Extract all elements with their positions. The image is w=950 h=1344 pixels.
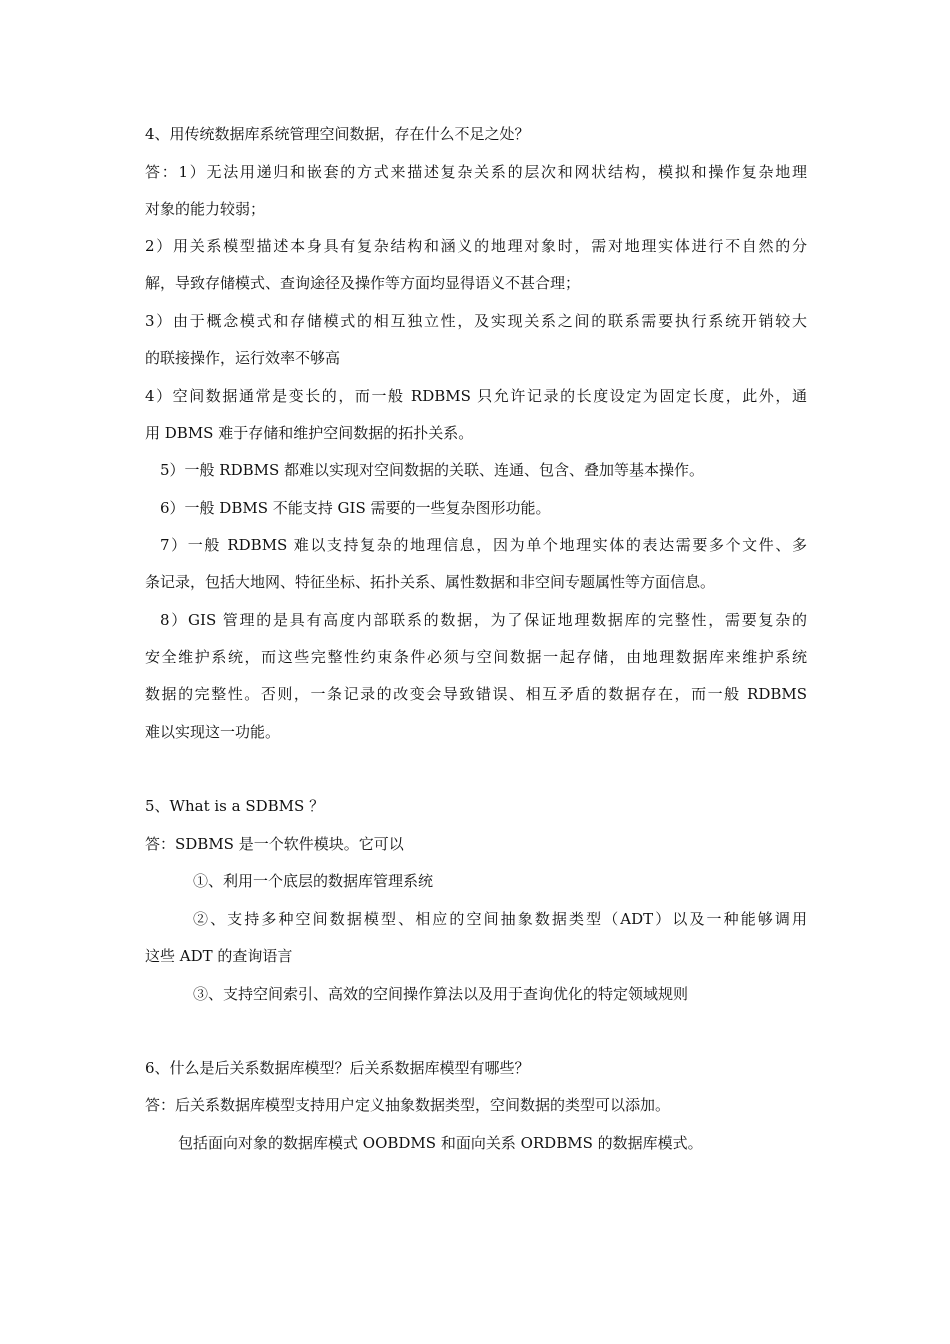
q4-answer-6: 6）一般 DBMS 不能支持 GIS 需要的一些复杂图形功能。 [160,499,551,517]
q4-answer-2-line-2: 解，导致存储模式、查询途径及操作等方面均显得语义不甚合理； [145,274,581,292]
q4-answer-8-line-2: 安全维护系统，而这些完整性约束条件必须与空间数据一起存储，由地理数据库来维护系统 [145,648,807,666]
q4-answer-5: 5）一般 RDBMS 都难以实现对空间数据的关联、连通、包含、叠加等基本操作。 [160,461,705,479]
q5-item-2-line-1: ②、支持多种空间数据模型、相应的空间抽象数据类型（ADT）以及一种能够调用 [193,910,807,928]
q4-answer-1-line-1: 答：1）无法用递归和嵌套的方式来描述复杂关系的层次和网状结构，模拟和操作复杂地理 [145,163,807,181]
q6-question: 6、什么是后关系数据库模型？后关系数据库模型有哪些？ [145,1059,530,1077]
q5-question: 5、What is a SDBMS ？ [145,797,325,815]
q4-answer-8-line-1: 8）GIS 管理的是具有高度内部联系的数据，为了保证地理数据库的完整性，需要复杂的 [160,611,807,629]
q4-answer-3-line-2: 的联接操作，运行效率不够高 [145,349,341,367]
q4-answer-1-line-2: 对象的能力较弱； [145,200,266,218]
q5-answer: 答：SDBMS 是一个软件模块。它可以 [145,835,404,853]
q4-question: 4、用传统数据库系统管理空间数据，存在什么不足之处？ [145,125,530,143]
q5-item-2-line-2: 这些 ADT 的查询语言 [145,947,293,965]
q6-answer-line-2: 包括面向对象的数据库模式 OOBDMS 和面向关系 ORDBMS 的数据库模式。 [178,1134,703,1152]
q4-answer-8-line-4: 难以实现这一功能。 [145,723,281,741]
q4-answer-3-line-1: 3）由于概念模式和存储模式的相互独立性，及实现关系之间的联系需要执行系统开销较大 [145,312,807,330]
q4-answer-8-line-3: 数据的完整性。否则，一条记录的改变会导致错误、相互矛盾的数据存在，而一般 RDBMS [145,685,807,703]
q4-answer-7-line-2: 条记录，包括大地网、特征坐标、拓扑关系、属性数据和非空间专题属性等方面信息。 [145,573,716,591]
q4-answer-4-line-2: 用 DBMS 难于存储和维护空间数据的拓扑关系。 [145,424,474,442]
q5-item-1: ①、利用一个底层的数据库管理系统 [193,872,434,890]
q4-answer-2-line-1: 2）用关系模型描述本身具有复杂结构和涵义的地理对象时，需对地理实体进行不自然的分 [145,237,807,255]
q4-answer-7-line-1: 7）一般 RDBMS 难以支持复杂的地理信息，因为单个地理实体的表达需要多个文件、多 [160,536,807,554]
q4-answer-4-line-1: 4）空间数据通常是变长的，而一般 RDBMS 只允许记录的长度设定为固定长度，此外，通 [145,387,807,405]
q5-item-3: ③、支持空间索引、高效的空间操作算法以及用于查询优化的特定领域规则 [193,985,689,1003]
q6-answer-line-1: 答：后关系数据库模型支持用户定义抽象数据类型，空间数据的类型可以添加。 [145,1096,671,1114]
